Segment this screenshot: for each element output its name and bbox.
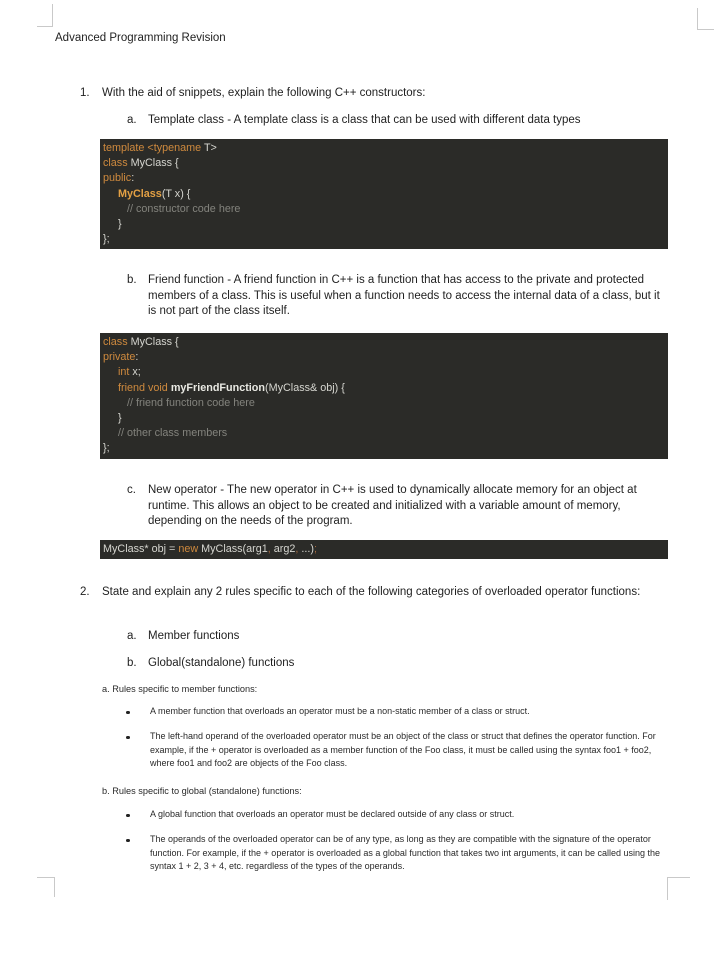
- code-line: [103, 411, 668, 426]
- code-segment: :: [135, 351, 139, 364]
- bullet-dot-icon: [124, 833, 150, 873]
- code-segment: private: [103, 351, 136, 364]
- code-line: [103, 381, 668, 396]
- question-1-item-a: [127, 113, 667, 129]
- item-2b-text: Global(standalone) functions: [148, 657, 295, 669]
- code-snippet-template-class: [100, 139, 668, 249]
- code-line: [103, 202, 668, 217]
- margin-corner-bottom-left-icon: [37, 877, 55, 897]
- bullet-item: [124, 808, 662, 821]
- code-line: [103, 335, 668, 350]
- code-segment: friend void: [118, 381, 168, 394]
- item-b-text: Friend function - A friend function in C++ is a function that has access to the private and protected members of a class. This is useful when a function needs to access the internal data of a class, but it is not part of the class itself.: [148, 274, 660, 317]
- item-c-text: New operator - The new operator in C++ is used to dynamically allocate memory for an object at runtime. This allows an object to be created and initialized with a variable amount of memory, depending on the needs of the program.: [148, 484, 637, 527]
- code-snippet-friend-function: [100, 333, 668, 459]
- item-b-label: b.: [127, 274, 137, 286]
- code-line: [103, 217, 668, 232]
- code-line: [103, 542, 668, 557]
- question-1: [80, 86, 665, 102]
- code-segment: x;: [129, 366, 141, 379]
- margin-corner-bottom-right-icon: [667, 877, 690, 900]
- bullet-dot-icon: [124, 705, 150, 718]
- code-segment: MyClass(arg1: [198, 543, 268, 555]
- code-segment: MyClass* obj =: [103, 543, 179, 555]
- code-line: [103, 441, 668, 456]
- code-segment: myFriendFunction: [170, 381, 266, 394]
- code-line: [103, 171, 668, 186]
- bullet-text: The left-hand operand of the overloaded operator must be an object of the class or struct that defines the operator function. For example, if the + operator is overloaded as a member function of the Foo class, it must be called using the syntax foo1 + foo2, where foo1 and foo2 are objects of the Foo class.: [150, 731, 656, 769]
- question-2-text: State and explain any 2 rules specific to each of the following categories of overloaded operator functions:: [102, 586, 641, 598]
- code-line: [103, 141, 668, 156]
- code-segment: new: [178, 543, 199, 555]
- code-segment: ...): [298, 543, 314, 555]
- code-snippet-new-operator: [100, 540, 668, 559]
- question-1-item-b: [127, 273, 660, 320]
- code-segment: // other class members: [103, 427, 228, 440]
- code-segment: MyClass: [118, 187, 162, 200]
- code-line: [103, 426, 668, 441]
- question-2-number: 2.: [80, 586, 90, 598]
- code-segment: MyClass {: [127, 157, 179, 170]
- item-a-text: Template class - A template class is a class that can be used with different data types: [148, 114, 581, 126]
- item-c-label: c.: [127, 484, 136, 496]
- question-2-item-b: [127, 656, 527, 672]
- code-segment: };: [103, 233, 110, 246]
- item-a-label: a.: [127, 114, 137, 126]
- bullet-item: [124, 833, 662, 873]
- rules-global-heading: b. Rules specific to global (standalone) functions:: [102, 786, 302, 796]
- code-segment: };: [103, 442, 110, 455]
- document-title: Advanced Programming Revision: [55, 32, 226, 44]
- code-line: [103, 350, 668, 365]
- code-line: [103, 187, 668, 202]
- code-segment: public: [103, 172, 132, 185]
- item-2b-label: b.: [127, 657, 137, 669]
- code-segment: class: [103, 336, 128, 348]
- code-segment: MyClass {: [127, 336, 179, 348]
- code-segment: // friend function code here: [103, 396, 255, 409]
- code-line: [103, 156, 668, 171]
- code-segment: }: [103, 218, 122, 231]
- bullet-text: A member function that overloads an operator must be a non-static member of a class or struct.: [150, 706, 530, 716]
- margin-corner-top-right-icon: [697, 8, 714, 30]
- code-segment: (MyClass& obj) {: [265, 381, 345, 394]
- code-segment: [103, 188, 118, 200]
- question-2: [80, 585, 658, 601]
- code-segment: ,: [267, 543, 271, 555]
- code-segment: class: [103, 157, 128, 170]
- code-line: [103, 396, 668, 411]
- code-segment: template <typename: [103, 142, 202, 154]
- bullet-text: The operands of the overloaded operator can be of any type, as long as they are compatible with the signature of the operator function. For example, if the + operator is overloaded as a global function that takes two int arguments, it can be called using the syntax 1 + 2, 3 + 4, etc. regardless of the types of the operands.: [150, 834, 661, 872]
- code-segment: int: [118, 366, 130, 379]
- code-segment: // constructor code here: [103, 202, 241, 215]
- rules-member-bullets: [124, 705, 660, 783]
- code-segment: arg2: [270, 543, 296, 555]
- code-segment: T>: [201, 142, 217, 154]
- item-2a-text: Member functions: [148, 630, 240, 642]
- question-1-number: 1.: [80, 87, 90, 99]
- bullet-dot-icon: [124, 730, 150, 770]
- question-1-item-c: [127, 483, 654, 530]
- bullet-dot-icon: [124, 808, 150, 821]
- code-segment: [103, 366, 118, 378]
- code-line: [103, 232, 668, 247]
- item-2a-label: a.: [127, 630, 137, 642]
- code-segment: [103, 382, 118, 394]
- bullet-item: [124, 730, 660, 770]
- question-1-text: With the aid of snippets, explain the following C++ constructors:: [102, 87, 426, 99]
- code-line: [103, 365, 668, 380]
- code-segment: ,: [295, 543, 299, 555]
- code-segment: }: [103, 412, 122, 425]
- rules-member-heading: a. Rules specific to member functions:: [102, 684, 258, 694]
- margin-corner-top-left-icon: [37, 4, 53, 27]
- question-2-item-a: [127, 629, 527, 645]
- code-segment: ;: [313, 543, 317, 555]
- code-segment: :: [131, 172, 135, 185]
- bullet-text: A global function that overloads an operator must be declared outside of any class or struct.: [150, 809, 515, 819]
- bullet-item: [124, 705, 660, 718]
- rules-global-bullets: [124, 808, 662, 886]
- code-segment: (T x) {: [161, 187, 191, 200]
